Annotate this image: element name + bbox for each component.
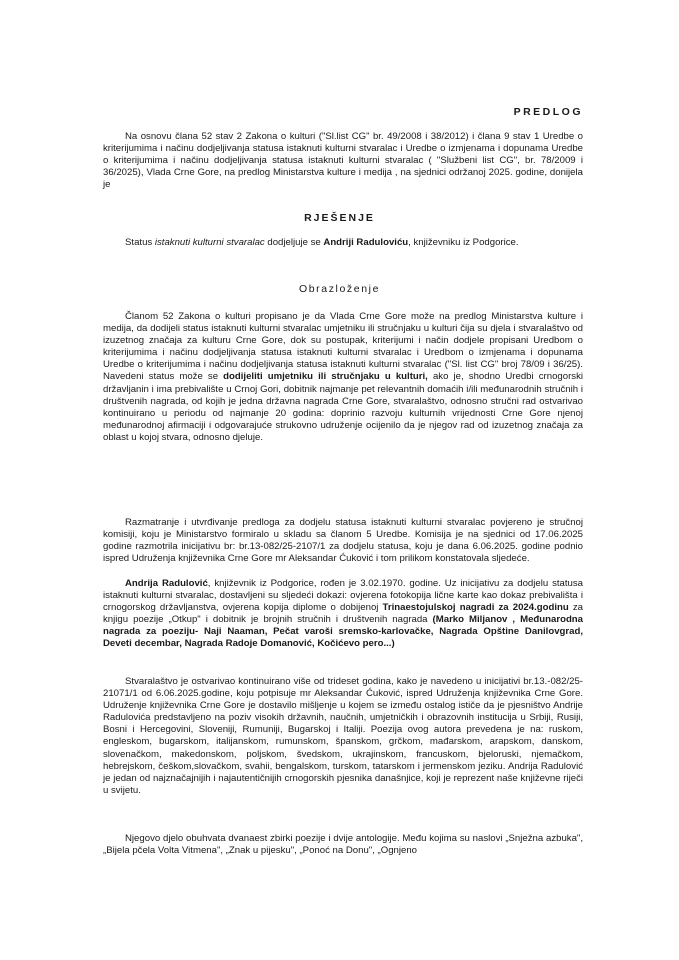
reasoning-paragraph-2: Razmatranje i utvrđivanje predloga za dodjelu statusa istaknuti kulturni stvaralac povjereno je stručnoj komisiji, koju je Ministarstvo formiralo u skladu sa članom 5 Uredbe. Komisija je na sjednici od 17.06.2025 godine razmotrila inicijativu br: br.13-082/25-2107/1 za dodjelu statusa, koju je dana 6.06.2025. godine podnio ispred Udruženja književnika Crne Gore mr Aleksandar Ćuković i tom prilikom konstatovala sljedeće. (103, 517, 583, 565)
decision-text-2: dodjeljuje se (264, 237, 324, 248)
para3-text-2: za knjigu poezije „Otkup" i dobitnik je brojnih stručnih i društvenih nagrada (103, 602, 583, 626)
state-award: Trinaestojulskoj nagradi za 2024.godinu (382, 602, 569, 614)
proposal-heading: PREDLOG (513, 106, 583, 118)
decision-title: RJEŠENJE (304, 212, 375, 224)
para1-text-2: ako je, shodno Uredbi crnogorski državljanin i ima prebivalište u Crnoj Gori, dobitnik najmanje pet relevantnih domaćih i/ili međunarodnih stručnih i društvenih nagrada, od kojih je jedna državna nagrada Crne Gore, stvaralaštvo, odnosno stručni rad ostvarivao kontinuirano u periodu od najmanje 20 godina: doprinio razvoju kulturnih vrijednosti Crne Gore njenoj međunarodnoj afirmaciji i odgovarajuće strukovno udruženje ocijenilo da je njegov rad od izuzetnog značaja za oblast u kojoj stvara, odnosno djeluje. (103, 371, 583, 443)
preamble-paragraph: Na osnovu člana 52 stav 2 Zakona o kulturi ("Sl.list CG" br. 49/2008 i 38/2012) i člana 9 stav 1 Uredbe o kriterijumima i načinu dodjeljivanja statusa istaknuti kulturni stvaralac i Uredbe o izmjenama i dopunama Uredbe o kriterijumima i načinu dodjeljivanja statusa istaknuti kulturni stvaralac ( "Službeni list CG", br. 78/2009 i 36/2025), Vlada Crne Gore, na predlog Ministarstva kulture i medija , na sjednici održanoj 2025. godine, donijela je (103, 131, 583, 191)
reasoning-paragraph-1 (103, 311, 583, 444)
awards-list: (Marko Miljanov , Međunarodna nagrada za poeziju- Naji Naaman, Pečat varoši sremsko-karlovačke, Nagrada Opštine Danilovgrad, Deveti decembar, Nagrada Radoje Domanović, Kočićevo pero...) (103, 614, 583, 650)
para1-bold: dodijeliti umjetniku ili stručnjaku u kulturi, (223, 371, 428, 383)
decision-text-3: , književniku iz Podgorice. (408, 237, 519, 248)
author-name: Andrija Radulović (125, 578, 208, 589)
decision-text-1: Status (125, 237, 155, 248)
decision-paragraph (103, 237, 583, 249)
reasoning-title: Obrazloženje (298, 283, 381, 295)
awardee-name: Andriji Raduloviću (323, 237, 409, 248)
reasoning-paragraph-3 (103, 578, 583, 651)
para3-text-1: , književnik iz Podgorice, rođen je 3.02.1970. godine. Uz inicijativu za dodjelu statusa istaknuti kulturni stvaralac, dostavljeni su sljedeći dokazi: ovjerena fotokopija lične karte kao dokaz prebivališta i crnogorskog državljanstva, ovjerena kopija diplome o dobijenoj (103, 578, 584, 614)
status-name: istaknuti kulturni stvaralac (154, 237, 265, 248)
para1-text-1: Članom 52 Zakona o kulturi propisano je da Vlada Crne Gore može na predlog Ministarstva kulture i medija, da dodijeli status istaknuti kulturni stvaralac umjetniku ili stručnjaku u kulturi čija su djela i stvaralaštvo od izuzetnog značaja za kulturu Crne Gore, dok su postupak, kriterijumi i način dodjele propisani Uredbom o kriterijumima i načinu dodjeljivanja statusa istaknuti kulturni stvaralac i Uredbom o izmjenama i dopunama Uredbe o kriterijumima i načinu dodjeljivanja statusa istaknuti kulturni stvaralac ("Sl. list CG" broj 78/09 i 36/25). Navedeni status može se (103, 311, 583, 383)
reasoning-paragraph-5: Njegovo djelo obuhvata dvanaest zbirki poezije i dvije antologije. Među kojima su naslovi „Snježna azbuka", „Bijela pčela Volta Vitmena", „Znak u pijesku", „Ponoć na Donu", „Ognjeno (103, 833, 583, 857)
reasoning-paragraph-4: Stvaralaštvo je ostvarivao kontinuirano više od trideset godina, kako je navedeno u inicijativi br.13.-082/25-21071/1 od 6.06.2025.godine, koju potpisuje mr Aleksandar Ćuković, ispred Udruženja književnika Crne Gore. Udruženje književnika Crne Gore je dostavilo mišljenje u kojem se između ostalog ističe da je pjesništvo Andrije Radulovića predstavljeno na poziv visokih državnih, naučnih, umjetničkih i obrazovnih institucija u Srbiji, Rusiji, Bosni i Hercegovini, Sloveniji, Rumuniji, Bugarskoj i Italiji. Poezija ovog autora prevedena je na: ruskom, engleskom, bugarskom, italijanskom, rumunskom, španskom, grčkom, mađarskom, arapskom, danskom, slovenačkom, makedonskom, poljskom, švedskom, ukrajinskom, francuskom, bjeloruski, njemačkom, hebrejskom, češkom,slovačkom, svahii, bengalskom, turskom, tatarskom i jermenskom jeziku. Andrija Radulović je jedan od najznačajnijih i najautentičnijih crnogorskih pjesnika današnjice, koji je reprezent naše književne riječi u svijetu. (103, 676, 583, 796)
